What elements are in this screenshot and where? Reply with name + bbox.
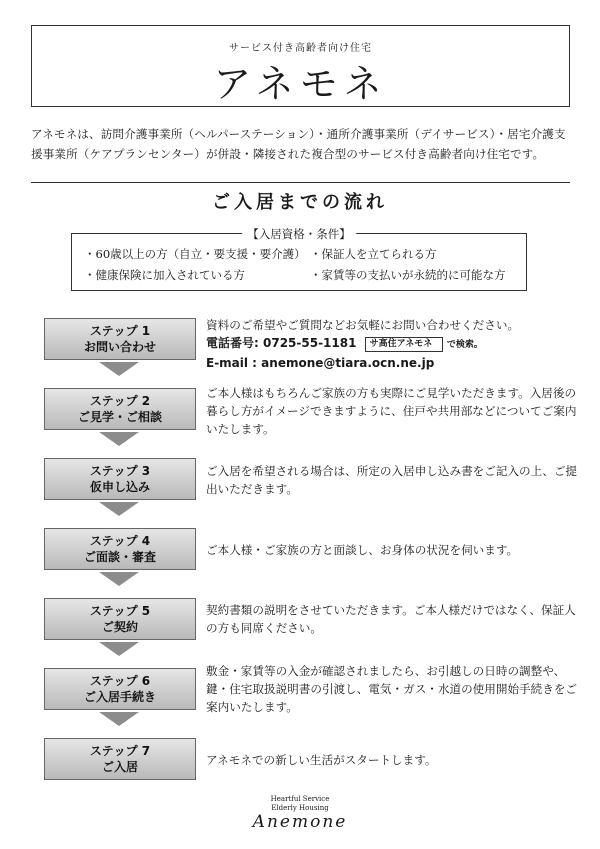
email-line: [206, 354, 581, 372]
step-arrow: [99, 572, 139, 586]
step-label: ステップ 3: [89, 464, 151, 478]
section-title: ご入居までの流れ: [212, 192, 388, 213]
step-label: ステップ 2: [89, 394, 151, 408]
footer-line-1: Heartful Service: [270, 795, 330, 803]
step-name: ご契約: [101, 620, 138, 634]
step-4-description: ご本人様・ご家族の方と面談し、お身体の状況を伺います。: [206, 543, 519, 557]
step-arrow: [99, 432, 139, 446]
step-arrow: [99, 362, 139, 376]
step-label: ステップ 4: [89, 534, 151, 548]
step-5-description: 契約書類の説明をさせていただきます。ご本人様だけではなく、保証人の方も同席ください。: [206, 603, 576, 635]
step-name: ご見学・ご相談: [77, 410, 162, 424]
qualification-item: ・家賃等の支払いが永続的に可能な方: [310, 268, 506, 282]
step-label: ステップ 1: [89, 324, 151, 338]
step-4-box: [44, 528, 196, 570]
step-2-box: [44, 388, 196, 430]
phone-label: 電話番号:: [206, 336, 259, 350]
qualification-item: ・健康保険に加入されている方: [84, 268, 245, 282]
step-name: ご入居手続き: [83, 690, 156, 704]
step-7-box: [44, 738, 196, 780]
qualification-item: ・保証人を立てられる方: [310, 247, 437, 261]
phone-line: [206, 334, 581, 354]
header-box: [31, 25, 570, 107]
step-3-box: [44, 458, 196, 500]
step-label: ステップ 6: [89, 674, 151, 688]
footer-tagline: [0, 795, 600, 813]
step-label: ステップ 7: [89, 744, 151, 758]
step-3-description: ご入居を希望される場合は、所定の入居申し込み書をご記入の上、ご提出いただきます。: [206, 464, 578, 496]
intro-text: アネモネは、訪問介護事業所（ヘルパーステーション）・通所介護事業所（デイサービス）・居宅介護支援事業所（ケアプランセンター）が併設・隣接された複合型のサービス付き高齢者向け住宅です。: [31, 127, 566, 161]
section-divider: [31, 182, 570, 183]
step-6-box: [44, 668, 196, 710]
step-arrow: [99, 642, 139, 656]
email-address[interactable]: anemone@tiara.ocn.ne.jp: [261, 356, 435, 370]
search-suffix: で検索。: [446, 340, 483, 350]
step-name: お問い合わせ: [83, 340, 156, 354]
email-label: E-mail :: [206, 356, 257, 370]
qualifications-box: [71, 227, 527, 291]
footer-line-2: Elderly Housing: [271, 804, 329, 812]
header-subtitle: サービス付き高齢者向け住宅: [229, 43, 372, 54]
step-7-description: アネモネでの新しい生活がスタートします。: [206, 753, 437, 767]
step-arrow: [99, 712, 139, 726]
step-label: ステップ 5: [89, 604, 151, 618]
step-2-description: ご本人様はもちろんご家族の方も実際にご見学いただきます。入居後の暮らし方がイメージできますように、住戸や共用部などについてご案内いたします。: [206, 386, 577, 436]
step-arrow: [99, 502, 139, 516]
step-name: 仮申し込み: [89, 480, 150, 494]
step-5-box: [44, 598, 196, 640]
step-name: ご面談・審査: [83, 550, 156, 564]
qualifications-label: 【入居資格・条件】: [242, 226, 356, 242]
step-1-description: [206, 316, 581, 372]
qualification-item: ・60歳以上の方（自立・要支援・要介護）: [84, 247, 306, 261]
step-6-description: 敷金・家賃等の入金が確認されましたら、お引越しの日時の調整や、鍵・住宅取扱説明書の引渡し、電気・ガス・水道の使用開始手続きをご案内いたします。: [206, 664, 578, 714]
search-term-box: サ高住アネモネ: [365, 337, 443, 352]
phone-number[interactable]: 0725-55-1181: [263, 336, 357, 350]
step-desc-text: 資料のご希望やご質問などお気軽にお問い合わせください。: [206, 318, 520, 332]
step-name: ご入居: [101, 760, 138, 774]
footer-logo: Anemone: [252, 812, 348, 832]
header-title: アネモネ: [213, 62, 388, 106]
step-1-box: [44, 318, 196, 360]
